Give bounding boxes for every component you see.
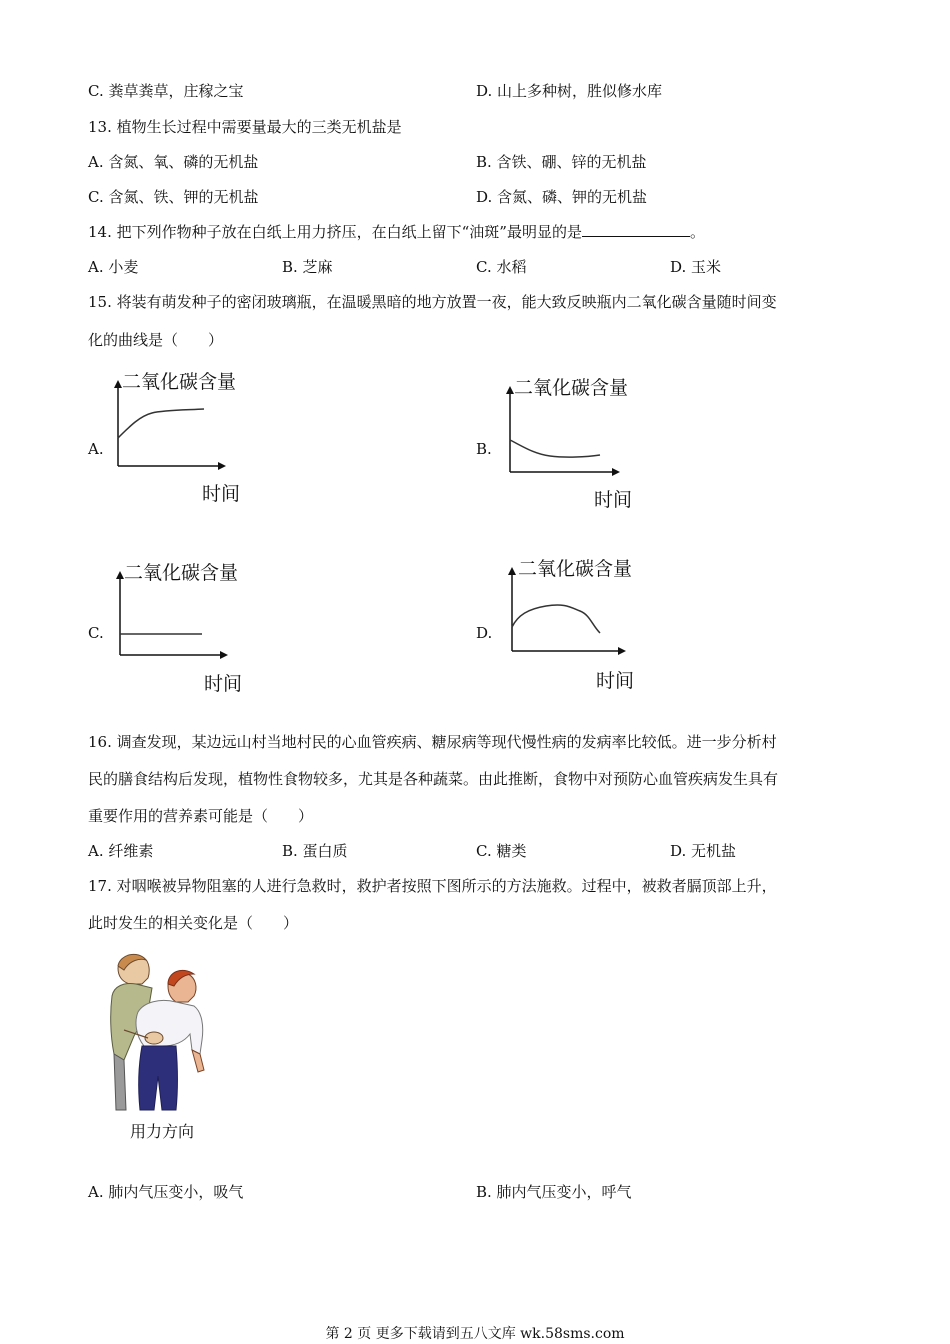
q13-stem: 13. 植物生长过程中需要量最大的三类无机盐是 (88, 118, 402, 136)
graph-d-x-label: 时间 (596, 670, 635, 692)
graph-b (500, 372, 640, 517)
q16-option-c: C. 糖类 (476, 842, 527, 860)
graph-d-x-arrow (618, 647, 626, 655)
heimlich-illustration (104, 950, 224, 1120)
graph-b-y-label: 二氧化碳含量 (514, 377, 629, 399)
graph-a-x-arrow (218, 462, 226, 470)
q14-option-b: B. 芝麻 (282, 258, 333, 276)
graph-b-y-arrow (506, 386, 514, 394)
q15-stem-line2: 化的曲线是（ ） (88, 331, 224, 349)
q12-option-c: C. 粪草粪草，庄稼之宝 (88, 82, 244, 100)
q14-stem (88, 222, 705, 242)
q14-stem-end: 。 (689, 223, 705, 241)
q13-option-a: A. 含氮、氧、磷的无机盐 (88, 153, 259, 171)
q14-option-a: A. 小麦 (88, 258, 139, 276)
graph-d-letter: D. (476, 624, 493, 642)
q16-stem-line3: 重要作用的营养素可能是（ ） (88, 807, 314, 825)
answer-blank (582, 222, 690, 237)
graph-c-x-label: 时间 (204, 673, 243, 695)
q13-option-c: C. 含氮、铁、钾的无机盐 (88, 188, 259, 206)
graph-a (108, 366, 248, 506)
q16-option-d: D. 无机盐 (670, 842, 737, 860)
q12-option-d: D. 山上多种树，胜似修水库 (476, 82, 663, 100)
graph-c (108, 557, 248, 702)
graph-b-x-label: 时间 (594, 489, 633, 511)
q16-option-a: A. 纤维素 (88, 842, 154, 860)
graph-d-y-label: 二氧化碳含量 (518, 558, 633, 580)
q15-stem-line1: 15. 将装有萌发种子的密闭玻璃瓶，在温暖黑暗的地方放置一夜，能大致反映瓶内二氧化碳含量随时间变 (88, 293, 777, 311)
q17-option-a: A. 肺内气压变小，吸气 (88, 1183, 244, 1201)
graph-a-x-label: 时间 (202, 483, 241, 505)
graph-a-letter: A. (88, 440, 104, 458)
q17-option-b: B. 肺内气压变小，呼气 (476, 1183, 632, 1201)
q13-option-d: D. 含氮、磷、钾的无机盐 (476, 188, 648, 206)
graph-b-letter: B. (476, 440, 492, 458)
graph-d-y-arrow (508, 567, 516, 575)
q14-option-d: D. 玉米 (670, 258, 722, 276)
page-footer: 第 2 页 更多下载请到五八文库 wk.58sms.com (325, 1326, 625, 1342)
q16-option-b: B. 蛋白质 (282, 842, 348, 860)
q17-stem-line1: 17. 对咽喉被异物阻塞的人进行急救时，救护者按照下图所示的方法施救。过程中，被救者膈顶部上升， (88, 877, 777, 895)
graph-b-curve (510, 440, 600, 457)
graph-c-y-label: 二氧化碳含量 (124, 562, 239, 584)
figure-caption: 用力方向 (130, 1122, 195, 1141)
q14-stem-text: 14. 把下列作物种子放在白纸上用力挤压，在白纸上留下“油斑”最明显的是 (88, 223, 582, 241)
q16-stem-line1: 16. 调查发现，某边远山村当地村民的心血管疾病、糖尿病等现代慢性病的发病率比较低。进一步分析村 (88, 733, 777, 751)
q14-option-c: C. 水稻 (476, 258, 527, 276)
graph-a-curve (118, 409, 204, 438)
graph-d-curve (512, 605, 600, 633)
graph-c-letter: C. (88, 624, 104, 642)
q16-stem-line2: 民的膳食结构后发现，植物性食物较多，尤其是各种蔬菜。由此推断，食物中对预防心血管疾病发生具有 (88, 770, 779, 788)
graph-a-y-arrow (114, 380, 122, 388)
graph-a-y-label: 二氧化碳含量 (122, 371, 237, 393)
graph-b-x-arrow (612, 468, 620, 476)
graph-c-x-arrow (220, 651, 228, 659)
graph-c-y-arrow (116, 571, 124, 579)
q13-option-b: B. 含铁、硼、锌的无机盐 (476, 153, 647, 171)
q17-stem-line2: 此时发生的相关变化是（ ） (88, 914, 299, 932)
graph-d (502, 553, 642, 698)
